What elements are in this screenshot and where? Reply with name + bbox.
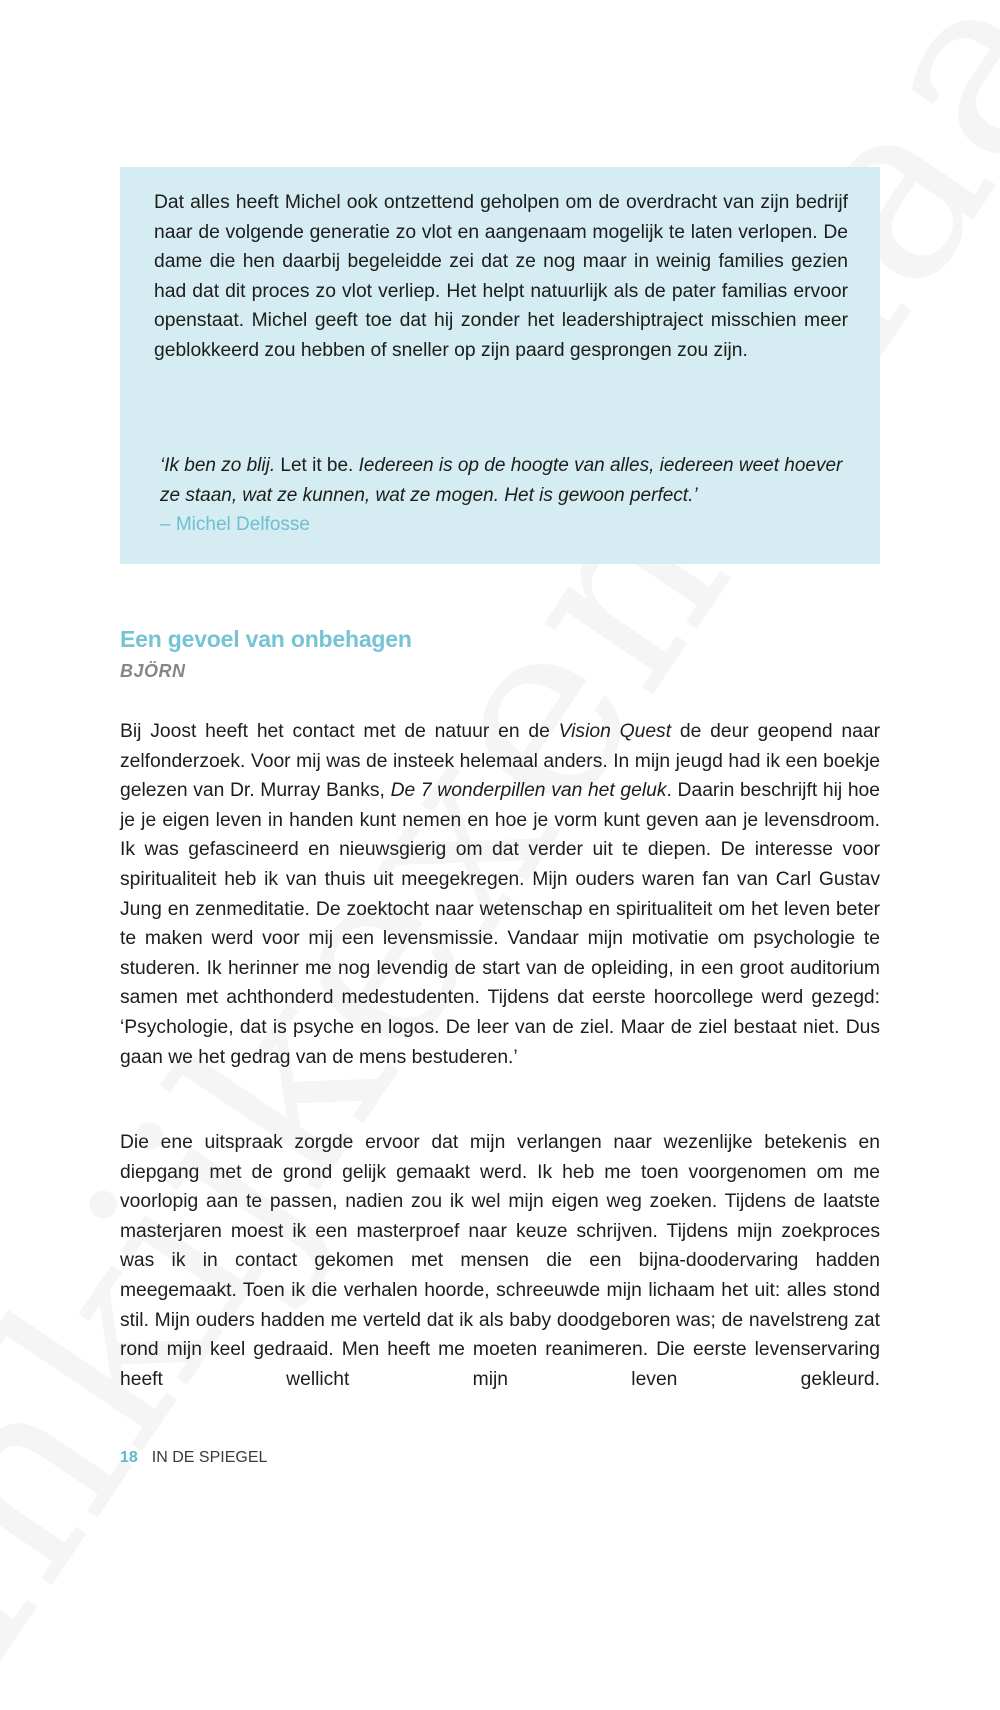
- p1-text-c: de deur geopend naar zelfonderzoek. Voor mij was de insteek helemaal anders. In mijn jeugd had ik een boekje gelezen van Dr. Murray Banks,: [120, 721, 880, 802]
- p1-text-e: . Daarin beschrijft hij hoe je je eigen leven in handen kunt nemen en hoe je vorm kunt geven aan je levensdroom. Ik was gefascineerd en nieuwsgierig om dat verder uit te diepen. De interesse voor spiritualiteit heb ik van thuis uit meegekregen. Mijn ouders waren fan van Carl Gustav Jung en zenmeditatie. De zoektocht naar wetenschap en spiritualiteit om het leven beter te maken werd voor mij een levensmissie. Vandaar mijn motivatie om psychologie te studeren. Ik herinner me nog levendig de start van de opleiding, in een groot auditorium samen met achthonderd medestudenten. Tijdens dat eerste hoorcollege werd gezegd: ‘Psychologie, dat is psyche en logos. De leer van de ziel. Maar de ziel bestaat niet. Dus gaan we het gedrag van de mens bestuderen.’: [120, 780, 880, 1068]
- quote: [160, 451, 860, 540]
- body-paragraph-2: Die ene uitspraak zorgde ervoor dat mijn verlangen naar wezenlijke betekenis en diepgang met de grond gelijk gemaakt werd. Ik heb me toen voorgenomen om me voorlopig aan te passen, nadien zou ik wel mijn eigen weg zoeken. Tijdens de laatste masterjaren moest ik een masterproef naar keuze schrijven. Tijdens mijn zoekproces was ik in contact gekomen met mensen die een bijna-doodervaring hadden meegemaakt. Toen ik die verhalen hoorde, schreeuwde mijn lichaam het uit: alles stond stil. Mijn ouders hadden me verteld dat ik als baby doodgeboren was; de navelstreng zat rond mijn keel gedraaid. Men heeft me moeten reanimeren. Die eerste levenservaring heeft wellicht mijn leven gekleurd.: [120, 1132, 880, 1390]
- running-title: IN DE SPIEGEL: [151, 1449, 268, 1466]
- body-paragraph-1: [120, 717, 880, 1072]
- quote-part-2: Let it be.: [275, 455, 359, 476]
- highlight-box: [120, 167, 880, 564]
- p1-italic-book-title: De 7 wonderpillen van het geluk: [390, 780, 667, 802]
- page-footer: [120, 1449, 267, 1467]
- page-number: 18: [120, 1449, 138, 1466]
- quote-part-3: Iedereen is op de hoogte van alles, iedereen weet hoever ze staan, wat ze kunnen, wat ze mogen. Het is gewoon perfect.’: [160, 455, 843, 506]
- quote-part-1: ‘Ik ben zo blij.: [160, 455, 276, 476]
- quote-author: – Michel Delfosse: [160, 514, 310, 536]
- section-author: BJÖRN: [120, 661, 186, 681]
- p1-text-a: Bij Joost heeft het contact met de natuur en de: [120, 721, 559, 742]
- p1-italic-vision-quest: Vision Quest: [558, 721, 672, 742]
- box-paragraph: Dat alles heeft Michel ook ontzettend geholpen om de overdracht van zijn bedrijf naar de volgende generatie zo vlot en aangenaam mogelijk te laten verlopen. De dame die hen daarbij begeleidde zei dat ze nog maar in weinig families gezien had dat dit proces zo vlot verliep. Het helpt natuurlijk als de pater familias ervoor openstaat. Michel geeft toe dat hij zonder het leadershiptraject misschien meer geblokkeerd zou hebben of sneller op zijn paard gesprongen zou zijn.: [154, 192, 848, 361]
- section-heading: Een gevoel van onbehagen: [120, 626, 412, 652]
